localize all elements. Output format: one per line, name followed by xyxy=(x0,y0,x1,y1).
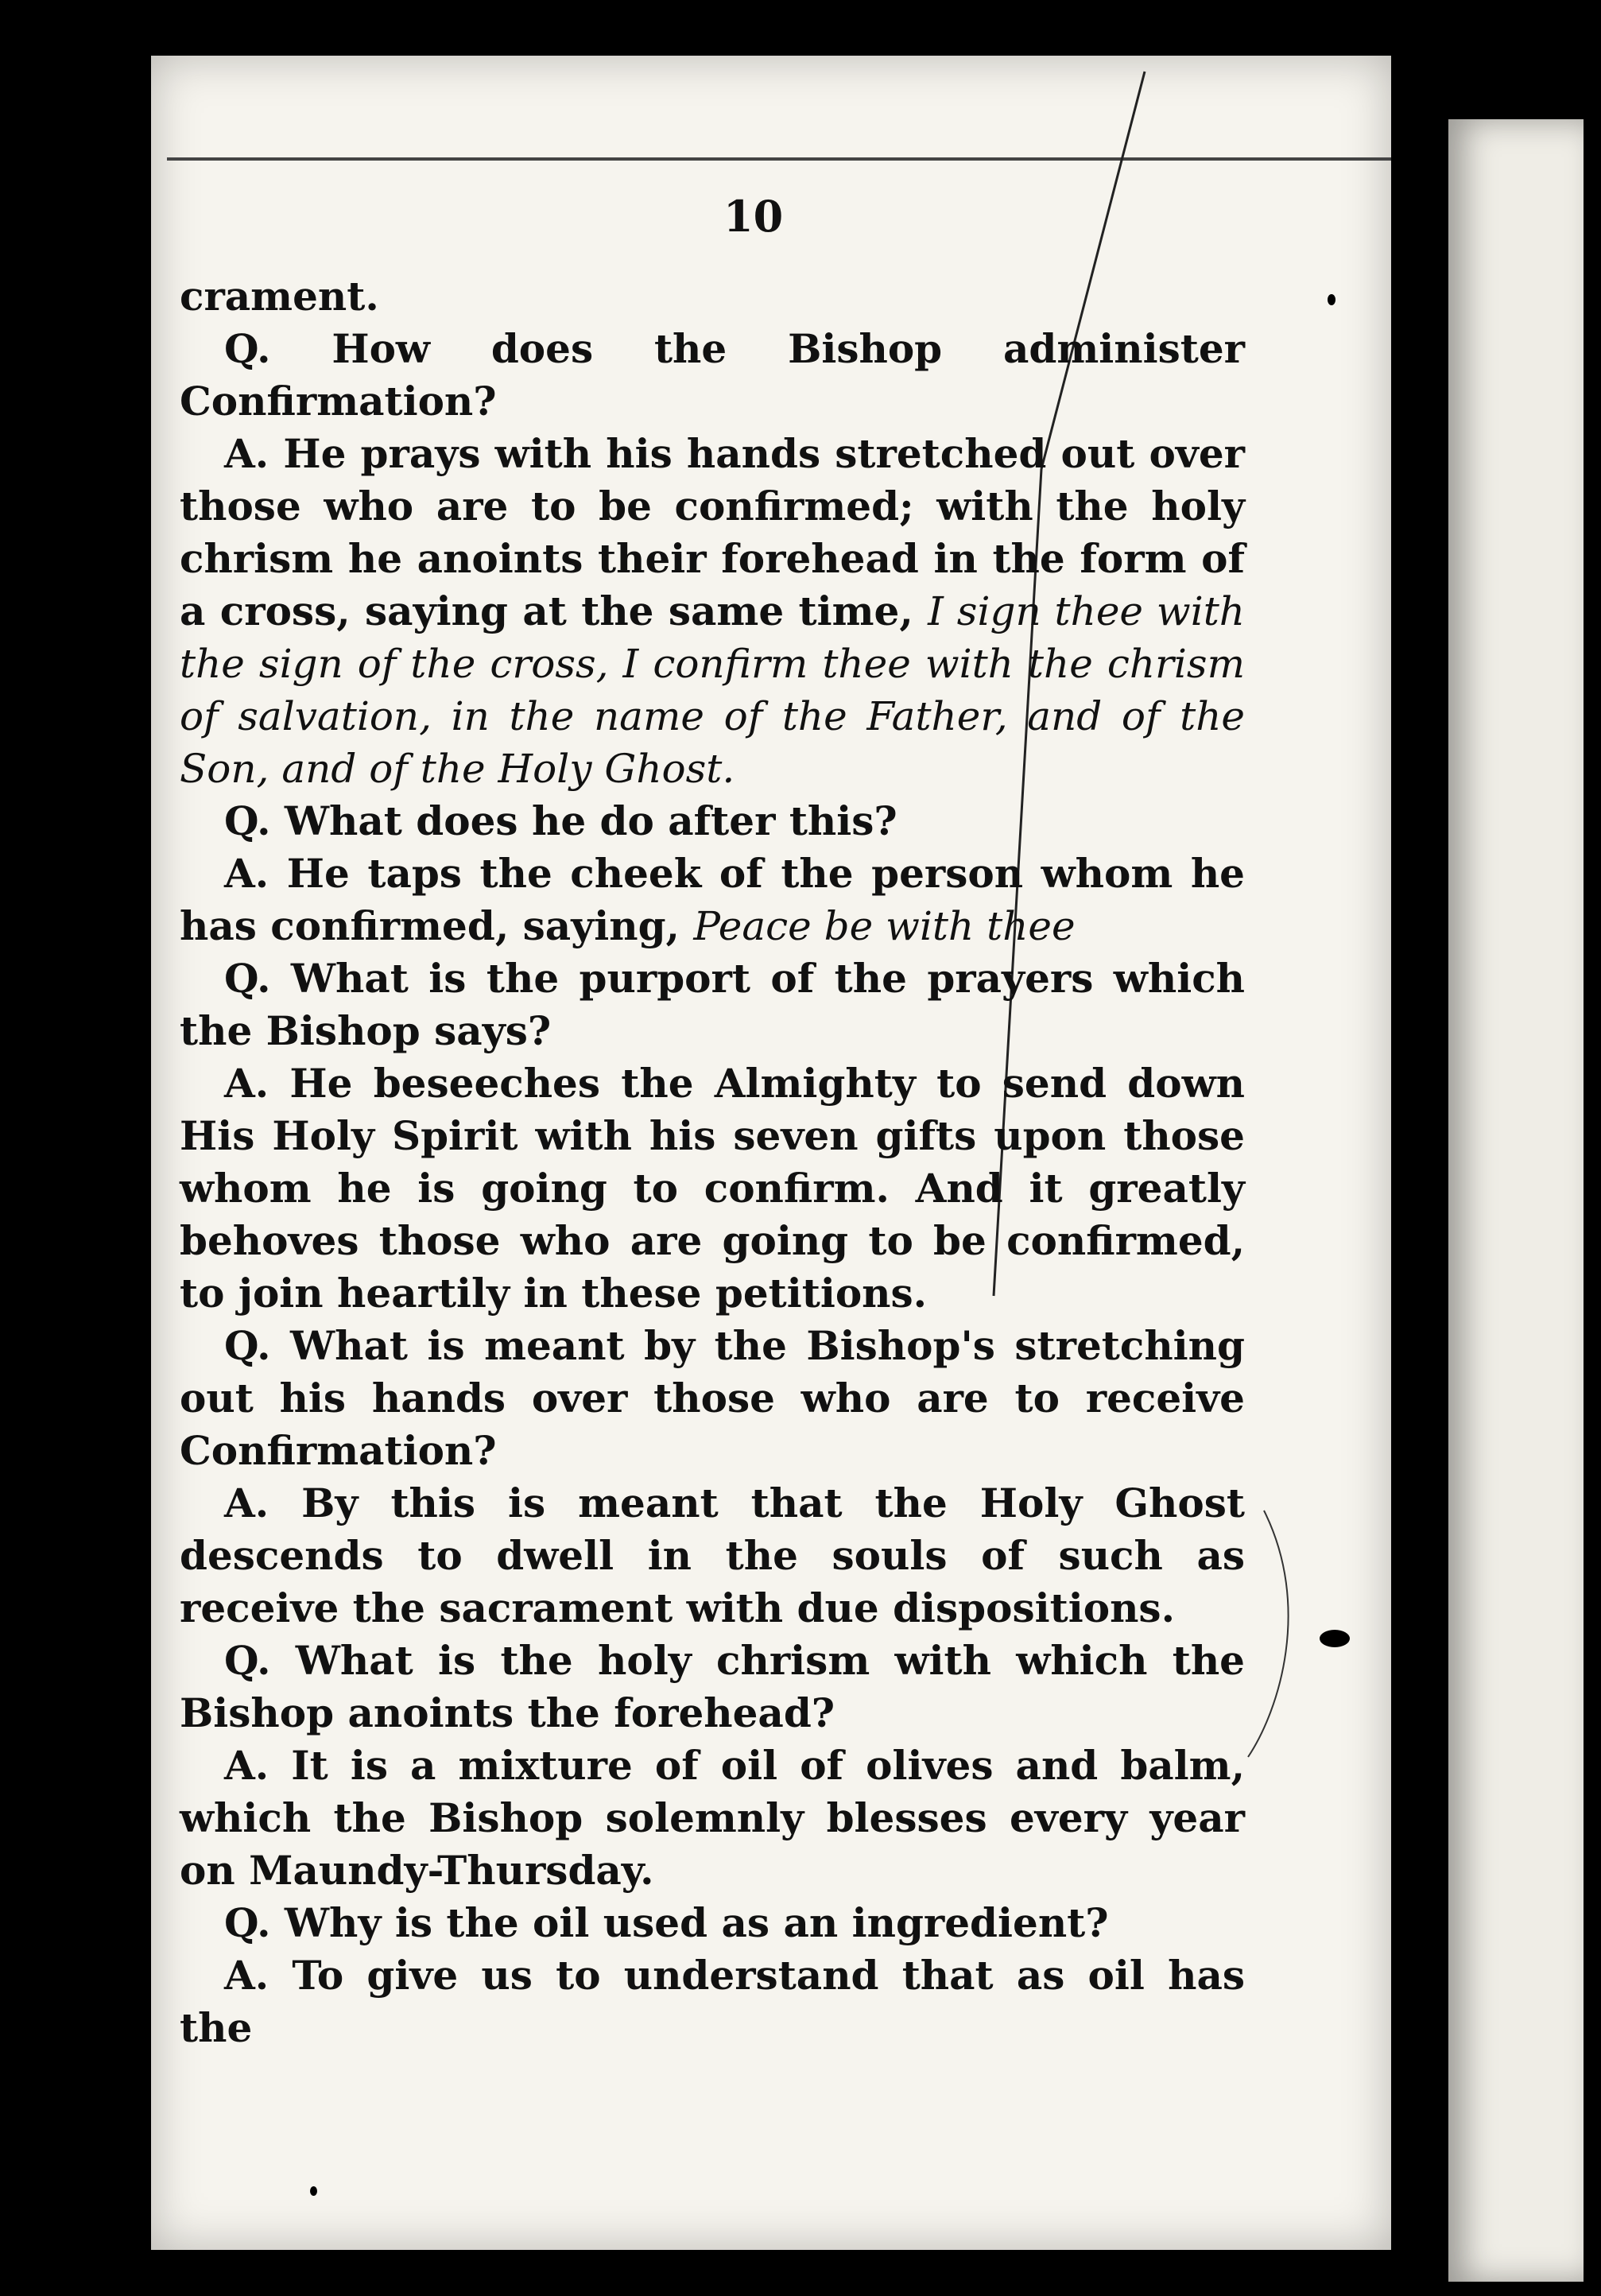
scan-speck xyxy=(1320,1630,1350,1647)
answer-text: A. It is a mixture of oil of olives and balm, which the Bishop solemnly blesses every year on Maundy-Thursday. xyxy=(180,1742,1245,1894)
answer-paragraph xyxy=(180,1739,1245,1897)
answer-text: A. By this is meant that the Holy Ghost descends to dwell in the souls of such as receive the sacrament with due dispositions. xyxy=(180,1480,1245,1631)
answer-paragraph xyxy=(180,1477,1245,1635)
question-paragraph xyxy=(180,795,1245,847)
answer-text: A. He taps the cheek of the person whom he has confirmed, saying, xyxy=(180,850,1245,949)
paragraph-continuation xyxy=(180,270,1245,323)
page-number: 10 xyxy=(723,191,784,242)
answer-paragraph xyxy=(180,1949,1245,2054)
answer-text: A. He prays with his hands stretched out over those who are to be confirmed; with the holy chrism he anoints their forehead in the form of a cross, saying at the same time, xyxy=(180,430,1245,634)
answer-text: A. He beseeches the Almighty to send down His Holy Spirit with his seven gifts upon those whom he is going to confirm. And it greatly behoves those who are going to be confirmed, to join heartily in these petitions. xyxy=(180,1060,1245,1317)
answer-paragraph xyxy=(180,1057,1245,1320)
question-paragraph xyxy=(180,323,1245,428)
question-text: Q. What does he do after this? xyxy=(224,797,897,844)
answer-paragraph xyxy=(180,428,1245,795)
page-top-rule xyxy=(167,157,1391,161)
question-text: Q. Why is the oil used as an ingredient? xyxy=(224,1899,1109,1946)
answer-italic-text: Peace be with thee xyxy=(693,903,1076,949)
question-text: Q. How does the Bishop administer Confirmation? xyxy=(180,325,1245,425)
catechism-text xyxy=(180,270,1245,2054)
answer-paragraph xyxy=(180,847,1245,952)
scan-speck xyxy=(310,2186,317,2196)
question-paragraph xyxy=(180,1897,1245,1949)
answer-text: A. To give us to understand that as oil has the xyxy=(180,1952,1245,2051)
question-paragraph xyxy=(180,952,1245,1057)
question-paragraph xyxy=(180,1635,1245,1739)
paragraph-text: crament. xyxy=(180,273,379,320)
adjacent-page-edge xyxy=(1448,119,1584,2282)
answer-italic-text: I sign thee with the sign of the cross, I confirm thee with the chrism of salvation, in the name of the Father, and of the Son, and of the Holy Ghost. xyxy=(180,588,1245,792)
question-text: Q. What is the purport of the prayers which the Bishop says? xyxy=(180,955,1245,1054)
question-paragraph xyxy=(180,1320,1245,1477)
question-text: Q. What is meant by the Bishop's stretching out his hands over those who are to receive Confirmation? xyxy=(180,1322,1245,1474)
scan-speck xyxy=(1328,294,1335,305)
question-text: Q. What is the holy chrism with which the Bishop anoints the forehead? xyxy=(180,1637,1245,1736)
book-page xyxy=(151,56,1391,2250)
